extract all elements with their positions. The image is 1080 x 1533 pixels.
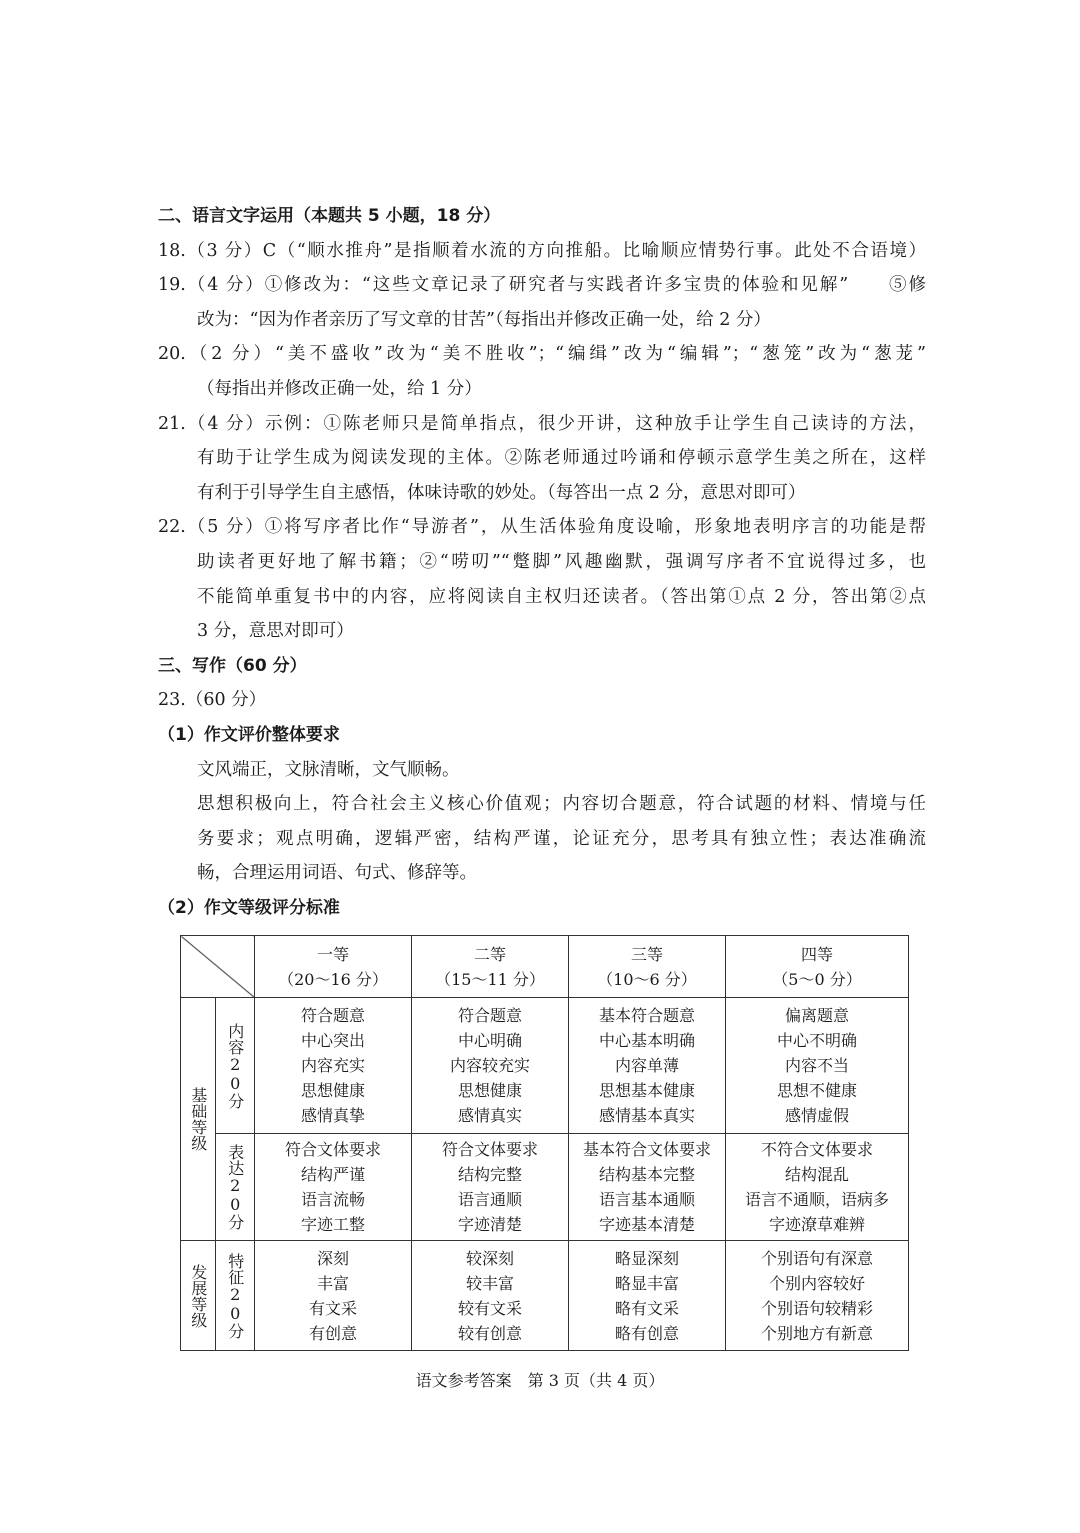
row-label-text: 特征20分 [225, 1252, 245, 1339]
cell-line: 较有文采 [457, 1298, 522, 1318]
row-label-text: 表达20分 [225, 1144, 245, 1230]
cell-line: 语言不通顺，语病多 [744, 1190, 889, 1209]
criteria-cell [726, 998, 909, 1134]
cell-line: 有文采 [308, 1298, 357, 1318]
cell-line: 基本符合题意 [598, 1006, 695, 1025]
text-line: 改为：“因为作者亲历了写文章的甘苦”（每指出并修改正确一处，给 2 分） [197, 309, 771, 330]
group-label-text: 发展等级 [188, 1263, 208, 1328]
row-label-text: 内容20分 [225, 1022, 245, 1109]
cell-line: 基本符合文体要求 [582, 1140, 711, 1159]
corner-cell [181, 936, 255, 998]
cell-line: 深刻 [316, 1248, 349, 1268]
cell-line: （5～0 分） [772, 969, 862, 989]
text-line: 不能简单重复书中的内容，应将阅读自主权归还读者。（答出第①点 2 分，答出第②点 [197, 586, 926, 607]
cell-line: 结构基本完整 [598, 1165, 695, 1184]
cell-line: 内容充实 [300, 1056, 365, 1075]
cell-line: 字迹基本清楚 [598, 1215, 695, 1234]
cell-line: 感情基本真实 [598, 1106, 695, 1125]
cell-line: 较深刻 [465, 1248, 514, 1268]
criteria-cell [726, 1134, 909, 1241]
cell-line: 字迹清楚 [457, 1215, 522, 1234]
criteria-cell [412, 998, 569, 1134]
criteria-cell [255, 998, 412, 1134]
criteria-cell [412, 1134, 569, 1241]
cell-line: 中心突出 [300, 1031, 365, 1050]
page-footer: 语文参考答案 第 3 页（共 4 页） [415, 1371, 665, 1390]
section-heading: 三、写作（60 分） [158, 655, 307, 676]
grade-header [255, 936, 412, 998]
cell-line: 语言流畅 [300, 1190, 365, 1209]
row-label [216, 1241, 255, 1351]
cell-line: 偏离题意 [784, 1006, 849, 1025]
cell-line: 内容不当 [784, 1056, 849, 1075]
cell-line: 中心不明确 [776, 1031, 857, 1050]
cell-line: 个别语句较精彩 [760, 1298, 873, 1318]
cell-line: 符合题意 [300, 1006, 365, 1025]
text-line: 22.（5 分）①将写序者比作“导游者”，从生活体验角度设喻，形象地表明序言的功能是帮 [158, 517, 926, 538]
cell-line: 不符合文体要求 [760, 1140, 873, 1159]
cell-line: 思想健康 [300, 1081, 365, 1100]
text-line: 19.（4 分）①修改为：“这些文章记录了研究者与实践者许多宝贵的体验和见解” ⑤修 [158, 275, 926, 296]
cell-line: 语言基本通顺 [598, 1190, 695, 1209]
cell-line: 略有文采 [614, 1298, 679, 1318]
criteria-cell [255, 1134, 412, 1241]
cell-line: 符合文体要求 [441, 1140, 538, 1159]
row-label [216, 998, 255, 1134]
cell-line: 符合题意 [457, 1006, 522, 1025]
row-label [216, 1134, 255, 1241]
cell-line: 个别内容较好 [768, 1273, 865, 1293]
criteria-cell [569, 1134, 726, 1241]
text-line: （每指出并修改正确一处，给 1 分） [197, 379, 482, 399]
cell-line: 内容较充实 [449, 1056, 530, 1075]
criteria-cell [255, 1241, 412, 1351]
text-line: 助读者更好地了解书籍；②“唠叨”“蹩脚”风趣幽默，强调写序者不宜说得过多，也 [197, 552, 926, 572]
cell-line: 字迹潦草难辨 [768, 1215, 865, 1234]
cell-line: 丰富 [316, 1273, 349, 1293]
text-line: 23.（60 分） [158, 690, 267, 711]
criteria-cell [726, 1241, 909, 1351]
cell-line: 语言通顺 [457, 1190, 522, 1209]
group-label [181, 1241, 216, 1351]
cell-line: 较有创意 [457, 1323, 522, 1343]
grade-header [412, 936, 569, 998]
text-line: 3 分，意思对即可） [197, 621, 354, 642]
cell-line: 感情虚假 [784, 1106, 849, 1125]
cell-line: 结构混乱 [784, 1165, 849, 1184]
group-label-text: 基础等级 [188, 1087, 208, 1151]
cell-line: 感情真挚 [300, 1106, 365, 1125]
text-line: 20.（2 分）“美不盛收”改为“美不胜收”；“编缉”改为“编辑”；“葱笼”改为“葱茏” [158, 344, 926, 365]
text-line: 21.（4 分）示例：①陈老师只是简单指点，很少开讲，这种放手让学生自己读诗的方法， [158, 413, 926, 434]
text-line: 文风端正，文脉清晰，文气顺畅。 [197, 759, 460, 780]
section-heading: （2）作文等级评分标准 [158, 898, 340, 918]
cell-line: （20～16 分） [278, 969, 388, 989]
cell-line: 中心基本明确 [598, 1031, 695, 1050]
criteria-cell [569, 1241, 726, 1351]
group-label [181, 998, 216, 1241]
grade-header [569, 936, 726, 998]
cell-line: 四等 [800, 944, 833, 964]
cell-line: 字迹工整 [300, 1215, 365, 1234]
cell-line: 二等 [473, 944, 506, 964]
text-line: 18.（3 分）C（“顺水推舟”是指顺着水流的方向推船。比喻顺应情势行事。此处不合语境） [158, 240, 926, 261]
cell-line: （15～11 分） [435, 969, 545, 989]
cell-line: 结构严谨 [300, 1165, 365, 1184]
section-heading: 二、语言文字运用（本题共 5 小题，18 分） [158, 206, 501, 226]
cell-line: 有创意 [308, 1323, 357, 1343]
text-line: 畅，合理运用词语、句式、修辞等。 [197, 863, 477, 884]
grade-header [726, 936, 909, 998]
cell-line: 略显丰富 [614, 1273, 679, 1293]
criteria-cell [569, 998, 726, 1134]
section-heading: （1）作文评价整体要求 [158, 725, 340, 745]
cell-line: 感情真实 [457, 1106, 522, 1125]
cell-line: 较丰富 [465, 1273, 514, 1293]
cell-line: 结构完整 [457, 1165, 522, 1184]
text-line: 务要求；观点明确，逻辑严密，结构严谨，论证充分，思考具有独立性；表达准确流 [197, 828, 926, 849]
criteria-cell [412, 1241, 569, 1351]
cell-line: 三等 [630, 944, 663, 964]
text-line: 思想积极向上，符合社会主义核心价值观；内容切合题意，符合试题的材料、情境与任 [197, 794, 926, 815]
cell-line: 符合文体要求 [284, 1140, 381, 1159]
cell-line: 思想不健康 [776, 1081, 857, 1100]
cell-line: 略有创意 [614, 1323, 679, 1343]
cell-line: 中心明确 [457, 1031, 522, 1050]
cell-line: 思想基本健康 [598, 1081, 695, 1100]
cell-line: 个别地方有新意 [760, 1323, 873, 1343]
cell-line: 略显深刻 [614, 1248, 679, 1268]
text-line: 有利于引导学生自主感悟，体味诗歌的妙处。（每答出一点 2 分，意思对即可） [197, 482, 806, 503]
grading-table [180, 935, 909, 1351]
cell-line: 个别语句有深意 [760, 1248, 873, 1268]
text-line: 有助于让学生成为阅读发现的主体。②陈老师通过吟诵和停顿示意学生美之所在，这样 [197, 448, 926, 469]
cell-line: 一等 [316, 944, 349, 964]
cell-line: 思想健康 [457, 1081, 522, 1100]
cell-line: 内容单薄 [614, 1056, 679, 1075]
cell-line: （10～6 分） [597, 969, 697, 989]
